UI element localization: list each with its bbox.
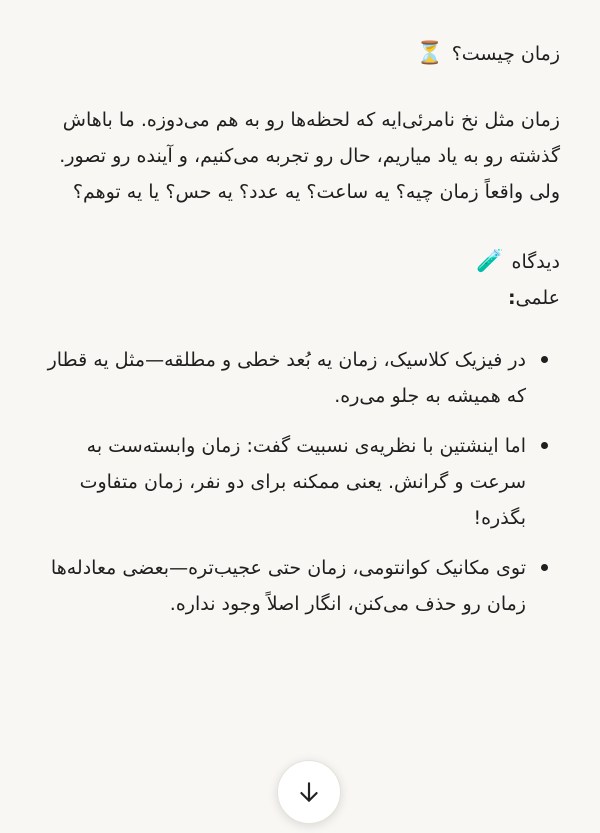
section-subheading — [40, 280, 560, 316]
hourglass-icon: ⏳ — [416, 41, 444, 66]
list-item-text: اما اینشتین با نظریه‌ی نسبیت گفت: زمان وابسته‌ست به سرعت و گرانش. یعنی ممکنه برای دو نفر، زمان متفاوت بگذره! — [79, 435, 526, 529]
heading-text: زمان چیست؟ — [451, 43, 560, 65]
list-item-text: در فیزیک کلاسیک، زمان یه بُعد خطی و مطلقه—مثل یه قطار که همیشه به جلو می‌ره. — [47, 349, 526, 407]
test-tube-icon: 🧪 — [476, 249, 504, 274]
list-item — [40, 428, 526, 536]
heading — [40, 36, 560, 72]
section-subheading-colon: : — [507, 287, 516, 309]
scroll-to-bottom-button[interactable] — [277, 760, 341, 824]
bullet-dot-icon — [541, 564, 548, 571]
bullet-dot-icon — [541, 442, 548, 449]
list-item-text: توی مکانیک کوانتومی، زمان حتی عجیب‌تره—بعضی معادله‌ها زمان رو حذف می‌کنن، انگار اصلاً وجود نداره. — [50, 557, 526, 615]
arrow-down-icon — [296, 779, 322, 805]
list-item — [40, 342, 526, 414]
intro-paragraph-2: ولی واقعاً زمان چیه؟ یه ساعت؟ یه عدد؟ یه حس؟ یا یه توهم؟ — [72, 181, 560, 203]
section-title-text: دیدگاه — [511, 251, 560, 273]
bullet-dot-icon — [541, 356, 548, 363]
intro — [40, 102, 560, 210]
intro-paragraph-1: زمان مثل نخ نامرئی‌ایه که لحظه‌ها رو به هم می‌دوزه. ما باهاش گذشته رو به یاد میاریم، حال رو تجربه می‌کنیم، و آینده رو تصور. — [59, 109, 560, 167]
list-item — [40, 550, 526, 622]
section-subheading-text: علمی — [515, 287, 560, 309]
section-title — [40, 244, 560, 280]
bullet-list — [40, 342, 560, 622]
